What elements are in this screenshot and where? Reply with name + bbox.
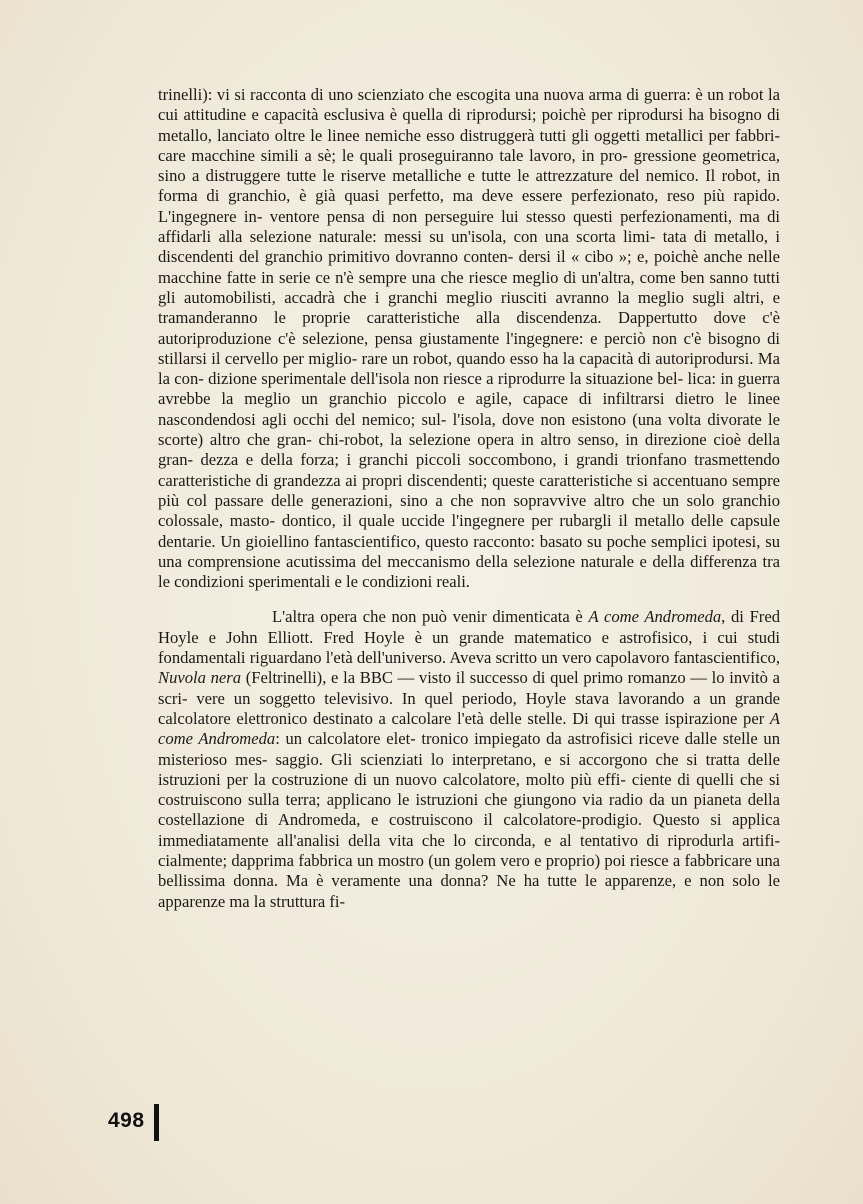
text-line: L'altra opera che non può venir dimenticata è A come Andromeda,	[272, 607, 726, 627]
text-line: cialmente; dapprima fabbrica un mostro (un golem vero e proprio) poi	[158, 850, 626, 870]
text-line: ciente di quelli che si costruiscono sulla terra; applicano le istruzioni	[158, 769, 781, 810]
text-line: di Fred Hoyle e John Elliott. Fred Hoyle è un grande matematico e	[158, 607, 780, 647]
text-line: la BBC — visto il successo di quel primo romanzo — lo invitò a scri-	[158, 668, 780, 708]
text-line: e costruiscono il calcolatore-prodigio. Questo si applica immediatamente	[158, 810, 780, 850]
page-number-rule	[154, 1104, 159, 1141]
text-line: trasmettendo caratteristiche di grandezza ai propri discendenti; queste	[158, 450, 780, 490]
text-line: dezza e della forza; i granchi piccoli soccombono, i grandi trionfano	[200, 450, 687, 470]
text-line: sino a che non sopravvive altro che un solo granchio colossale, masto-	[158, 490, 780, 531]
text-line: dizione sperimentale dell'isola non riesce a riprodurre la situazione bel-	[208, 369, 684, 389]
text-line: dersi il « cibo »; e, poichè anche nelle macchine fatte in serie ce n'è	[158, 247, 780, 287]
text-line: all'analisi della vita che lo circonda, e al tentativo di riprodurla artifi-	[276, 830, 780, 850]
text-line: Ne ha tutte le apparenze, e non solo le apparenze ma la struttura fi-	[158, 871, 781, 911]
text-line: scritto un vero capolavoro fantascientifico, Nuvola nera (Feltrinelli), e	[158, 648, 780, 688]
text-line: dentarie. Un gioiellino fantascientifico, questo racconto: basato su poche	[158, 531, 647, 551]
text-line: astrofisico, i cui studi fondamentali riguardano l'età dell'universo. Aveva	[158, 627, 781, 668]
text-line: istruzioni per la costruzione di un nuovo calcolatore, molto più effi-	[158, 769, 626, 789]
text-line: caratteristiche si accentuano sempre più col passare delle generazioni,	[158, 470, 780, 510]
text-line: un grande calcolatore elettronico destinato a calcolare l'età delle stelle.	[158, 688, 781, 728]
text-line: saggio. Gli scienziati lo interpretano, e si accorgono che si tratta delle	[275, 749, 781, 769]
text-line: che giungono via radio da un pianeta della costellazione di Andromeda,	[158, 790, 780, 830]
text-line: tata di metallo, i discendenti del granchio primitivo dovranno conten-	[158, 227, 780, 267]
page-number: 498	[108, 1109, 145, 1132]
text-line: di riprodursi; poichè per riprodursi ha bisogno di metallo, lanciato oltre	[158, 105, 781, 145]
text-line: l'isola, dove non esistono (una volta divorate le scorte) altro che gran-	[158, 409, 780, 450]
text-line: gressione geometrica, sino a distruggere tutte le riserve metalliche e tutte	[158, 145, 780, 186]
text-line: vere un soggetto televisivo. In quel periodo, Hoyle stava lavorando a	[196, 688, 701, 708]
text-line: chi-robot, la selezione opera in altro senso, in direzione cioè della gran-	[158, 430, 780, 470]
text-line: Dappertutto dove c'è autoriproduzione c'è selezione, pensa giustamente	[158, 308, 780, 348]
text-line: perfetto, ma deve essere perfezionato, reso più rapido. L'ingegnere in-	[158, 186, 780, 226]
text-line: sempre una che riesce meglio di un'altra, come ben sanno tutti gli	[158, 267, 781, 307]
text-line: le attrezzature del nemico. Il robot, in forma di granchio, è già quasi	[158, 166, 780, 206]
text-line: ventore pensa di non perseguire lui stesso questi perfezionamenti, ma di	[269, 206, 780, 226]
text-line: di infiltrarsi dietro le linee nascondendosi agli occhi del nemico; sul-	[158, 389, 780, 429]
paragraph	[158, 607, 780, 911]
text-line: di guerra: è un robot la cui attitudine e capacità esclusiva è quella	[158, 85, 780, 125]
text-line: affidarli alla selezione naturale: messi su un'isola, con una scorta limi-	[158, 227, 656, 247]
text-line: selezione naturale e della differenza tra le condizioni sperimentali e	[158, 551, 780, 592]
text-line: lica: in guerra avrebbe la meglio un granchio piccolo e agile, capace	[158, 369, 780, 409]
text-line: rare un robot, quando esso ha la capacità di autoriprodursi. Ma la con-	[158, 348, 780, 389]
text-line: trinelli): vi si racconta di uno scienziato che escogita una nuova arma	[158, 85, 622, 104]
text-line: dontico, il quale uccide l'ingegnere per rubargli il metallo delle capsule	[281, 511, 780, 531]
text-line: tronico impiegato da astrofisici riceve dalle stelle un misterioso mes-	[158, 729, 780, 769]
text-line: le condizioni reali.	[346, 572, 470, 592]
text-line: care macchine simili a sè; le quali proseguiranno tale lavoro, in pro-	[158, 145, 628, 165]
body-text	[158, 85, 780, 912]
paragraph	[158, 85, 780, 592]
text-line: semplici ipotesi, su una comprensione acutissima del meccanismo della	[158, 531, 781, 571]
text-line: l'ingegnere: e perciò non c'è bisogno di stillarsi il cervello per miglio-	[158, 328, 780, 368]
text-line: riesce a fabbricare una bellissima donna. Ma è veramente una donna?	[158, 850, 780, 891]
text-line: le linee nemiche esso distruggerà tutti gli oggetti metallici per fabbri-	[310, 125, 781, 145]
text-line: sugli altri, e tramanderanno le proprie caratteristiche alla discendenza.	[158, 287, 780, 328]
text-line: automobilisti, accadrà che i granchi meglio riusciti avranno la meglio	[184, 287, 684, 307]
text-line: Di qui trasse ispirazione per A come Andromeda: un calcolatore elet-	[158, 708, 780, 749]
